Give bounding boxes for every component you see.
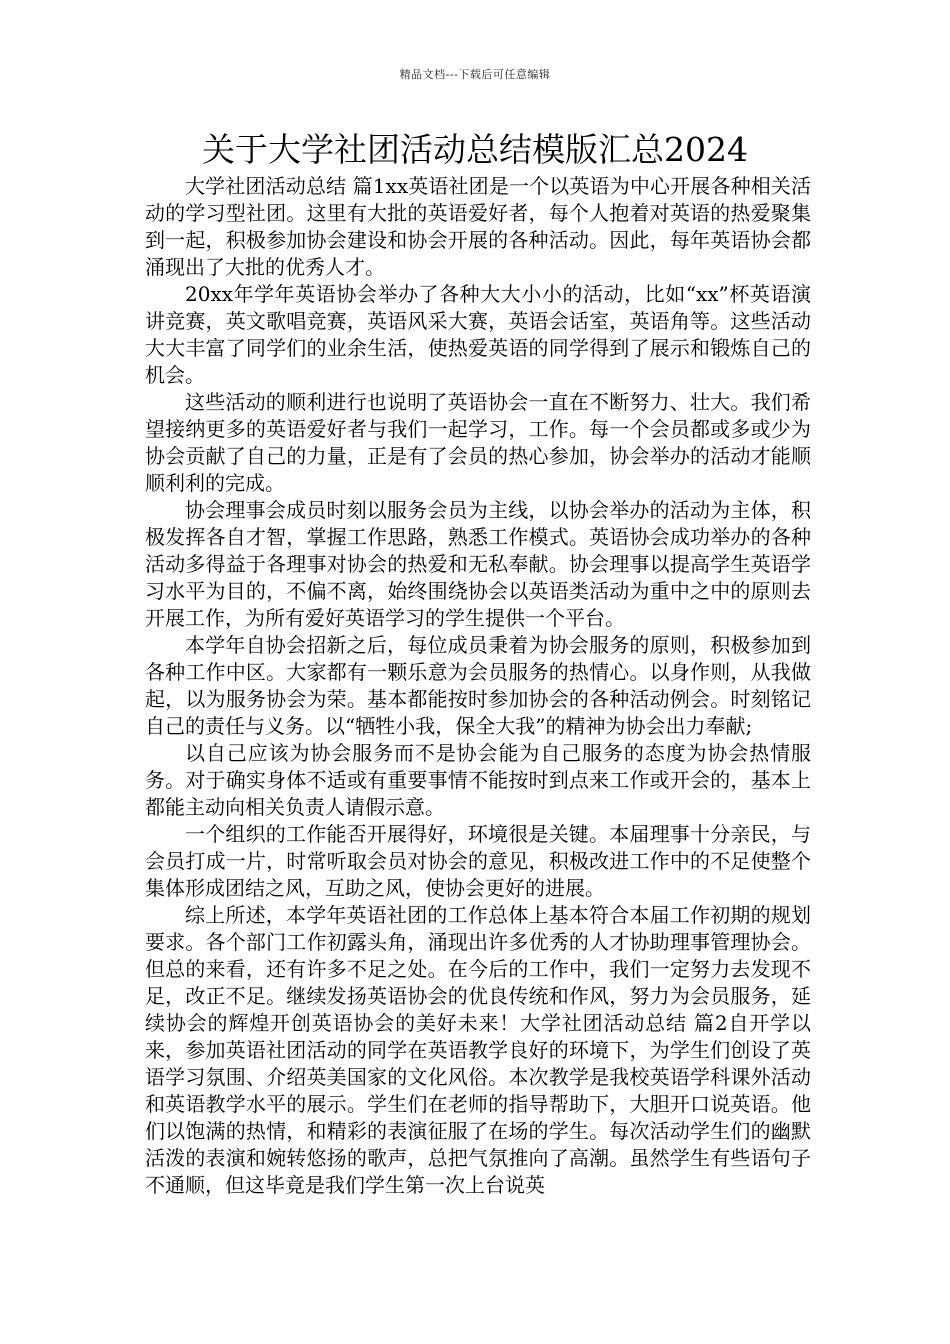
paragraph-7: 一个组织的工作能否开展得好，环境很是关键。本届理事十分亲民，与会员打成一片，时常听取会员对协会的意见，积极改进工作中的不足使整个集体形成团结之风，互助之风，使协会更好的进展。: [145, 822, 811, 900]
document-title: 关于大学社团活动总结模版汇总2024: [202, 130, 748, 169]
paragraph-5: 本学年自协会招新之后，每位成员秉着为协会服务的原则，积极参加到各种工作中区。大家都有一颗乐意为会员服务的热情心。以身作则，从我做起，以为服务协会为荣。基本都能按时参加协会的各种活动例会。时刻铭记自己的责任与义务。以“牺牲小我，保全大我”的精神为协会出力奉献;: [145, 633, 811, 738]
document-body: [145, 173, 811, 1199]
paragraph-2: 20xx年学年英语协会举办了各种大大小小的活动，比如“xx”杯英语演讲竞赛，英文歌唱竞赛，英语风采大赛，英语会话室，英语角等。这些活动大大丰富了同学们的业余生活，使热爱英语的同学得到了展示和锻炼自己的机会。: [145, 282, 811, 387]
paragraph-8: 综上所述，本学年英语社团的工作总体上基本符合本届工作初期的规划要求。各个部门工作初露头角，涌现出许多优秀的人才协助理事管理协会。但总的来看，还有许多不足之处。在今后的工作中，我们一定努力去发现不足，改正不足。继续发扬英语协会的优良传统和作风，努力为会员服务，延续协会的辉煌开创英语协会的美好未来！大学社团活动总结 篇2自开学以来，参加英语社团活动的同学在英语教学良好的环境下，为学生们创设了英语学习氛围、介绍英美国家的文化风俗。本次教学是我校英语学科课外活动和英语教学水平的展示。学生们在老师的指导帮助下，大胆开口说英语。他们以饱满的热情，和精彩的表演征服了在场的学生。每次活动学生们的幽默活泼的表演和婉转悠扬的歌声，总把气氛推向了高潮。虽然学生有些语句子不通顺，但这毕竟是我们学生第一次上台说英: [145, 903, 811, 1197]
paragraph-3: 这些活动的顺利进行也说明了英语协会一直在不断努力、壮大。我们希望接纳更多的英语爱好者与我们一起学习，工作。每一个会员都或多或少为协会贡献了自己的力量，正是有了会员的热心参加，协会举办的活动才能顺顺利利的完成。: [145, 390, 811, 495]
paragraph-1: 大学社团活动总结 篇1xx英语社团是一个以英语为中心开展各种相关活动的学习型社团。这里有大批的英语爱好者，每个人抱着对英语的热爱聚集到一起，积极参加协会建设和协会开展的各种活动。因此，每年英语协会都涌现出了大批的优秀人才。: [145, 174, 811, 279]
header-note: 精品文档---下载后可任意编辑: [399, 68, 551, 81]
paragraph-6: 以自己应该为协会服务而不是协会能为自己服务的态度为协会热情服务。对于确实身体不适或有重要事情不能按时到点来工作或开会的，基本上都能主动向相关负责人请假示意。: [145, 741, 811, 819]
paragraph-4: 协会理事会成员时刻以服务会员为主线，以协会举办的活动为主体，积极发挥各自才智，掌握工作思路，熟悉工作模式。英语协会成功举办的各种活动多得益于各理事对协会的热爱和无私奉献。协会理事以提高学生英语学习水平为目的，不偏不离，始终围绕协会以英语类活动为重中之中的原则去开展工作，为所有爱好英语学习的学生提供一个平台。: [145, 498, 811, 630]
